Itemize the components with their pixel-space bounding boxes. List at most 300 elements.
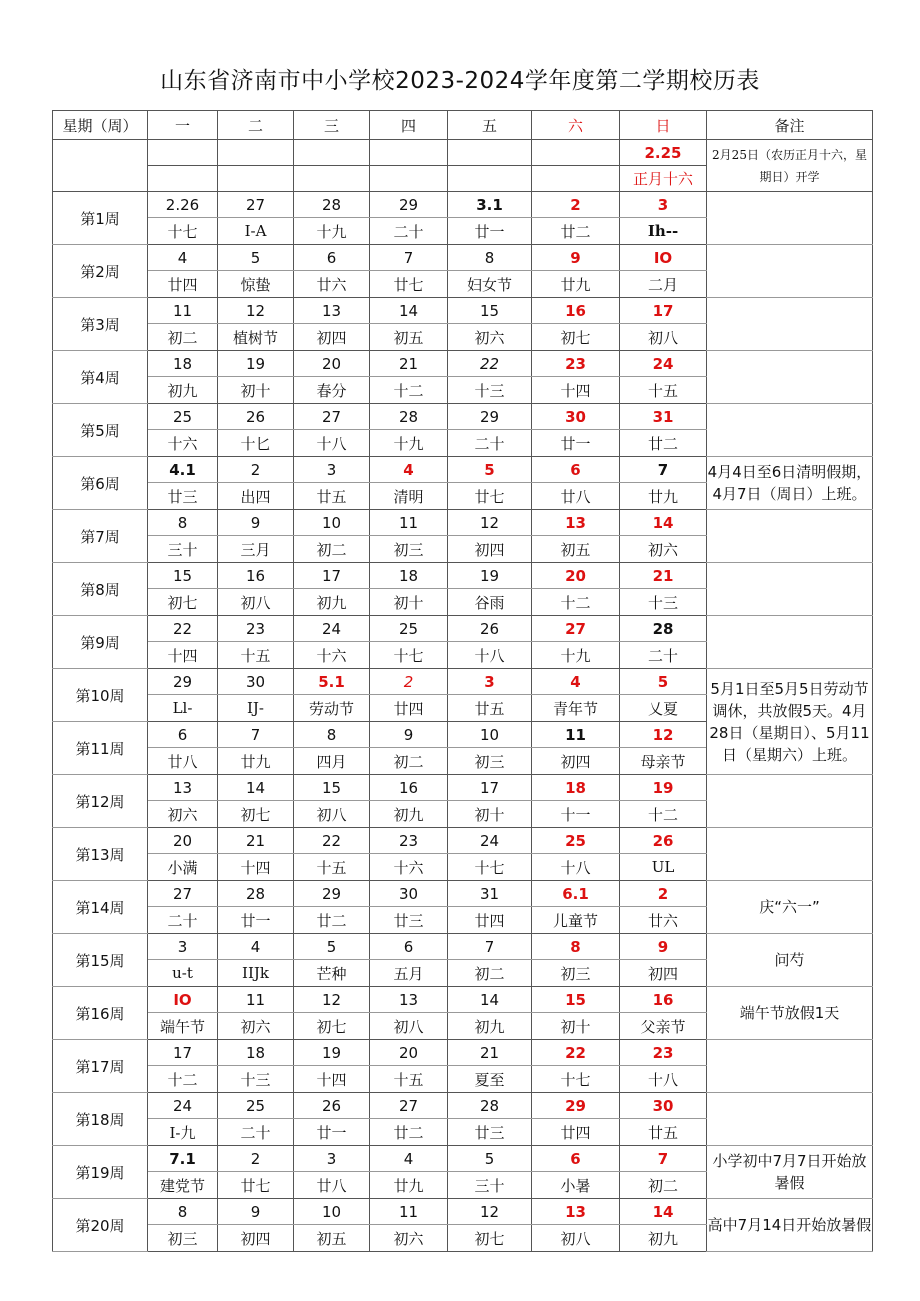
- date-cell: 16: [620, 987, 707, 1013]
- date-cell: 4: [218, 934, 294, 960]
- lunar-cell: 初五: [294, 1225, 370, 1252]
- date-cell: 6: [294, 245, 370, 271]
- date-cell: 13: [294, 298, 370, 324]
- date-cell: 11: [370, 1199, 448, 1225]
- date-cell: [294, 140, 370, 166]
- lunar-cell: 初九: [620, 1225, 707, 1252]
- lunar-cell: 初六: [620, 536, 707, 563]
- date-cell: 8: [294, 722, 370, 748]
- date-cell: 4: [532, 669, 620, 695]
- lunar-cell: 父亲节: [620, 1013, 707, 1040]
- date-cell: 19: [294, 1040, 370, 1066]
- week-note: [707, 351, 873, 404]
- lunar-cell: 初九: [370, 801, 448, 828]
- date-cell: 18: [532, 775, 620, 801]
- lunar-cell: 初十: [448, 801, 532, 828]
- date-cell: 27: [148, 881, 218, 907]
- date-cell: 23: [620, 1040, 707, 1066]
- page-title: 山东省济南市中小学校2023-2024学年度第二学期校历表: [160, 68, 760, 94]
- lunar-cell: 十四: [148, 642, 218, 669]
- date-cell: 29: [532, 1093, 620, 1119]
- lunar-cell: 十五: [218, 642, 294, 669]
- date-cell: 6: [148, 722, 218, 748]
- week-label: 第10周: [53, 669, 148, 722]
- date-cell: IO: [148, 987, 218, 1013]
- date-cell: 3: [294, 1146, 370, 1172]
- date-cell: 28: [448, 1093, 532, 1119]
- date-cell: 5: [448, 1146, 532, 1172]
- week-label: 第15周: [53, 934, 148, 987]
- lunar-cell: 廿四: [148, 271, 218, 298]
- lunar-cell: 十三: [448, 377, 532, 404]
- lunar-cell: 建党节: [148, 1172, 218, 1199]
- week-row: [53, 1199, 873, 1225]
- date-cell: 6: [532, 1146, 620, 1172]
- lunar-cell: 二月: [620, 271, 707, 298]
- lunar-cell: 初四: [218, 1225, 294, 1252]
- week-label: 第4周: [53, 351, 148, 404]
- lunar-cell: 初四: [294, 324, 370, 351]
- date-cell: 17: [294, 563, 370, 589]
- date-cell: 6: [370, 934, 448, 960]
- date-cell: 3: [294, 457, 370, 483]
- lunar-cell: 十四: [532, 377, 620, 404]
- lunar-cell: 廿三: [448, 1119, 532, 1146]
- date-cell: 12: [448, 510, 532, 536]
- date-cell: 26: [620, 828, 707, 854]
- lunar-cell: 廿二: [370, 1119, 448, 1146]
- lunar-cell: 初三: [448, 748, 532, 775]
- date-cell: IO: [620, 245, 707, 271]
- date-cell: 5: [218, 245, 294, 271]
- lunar-cell: 廿九: [532, 271, 620, 298]
- date-cell: 10: [448, 722, 532, 748]
- lunar-cell: 十二: [148, 1066, 218, 1093]
- date-cell: 4: [148, 245, 218, 271]
- lunar-cell: 十匕: [218, 430, 294, 457]
- date-cell: 25: [370, 616, 448, 642]
- lunar-cell: 十四: [294, 1066, 370, 1093]
- week-label: 第2周: [53, 245, 148, 298]
- header-mon: 一: [148, 111, 218, 140]
- prelude-date: 2.25: [620, 140, 707, 166]
- school-calendar-table: [52, 110, 873, 1252]
- week-row: [53, 404, 873, 430]
- date-cell: 14: [448, 987, 532, 1013]
- date-cell: 28: [218, 881, 294, 907]
- lunar-cell: 初三: [370, 536, 448, 563]
- header-tue: 二: [218, 111, 294, 140]
- prelude-note: 2月25日（农历正月十六，星期日）开学: [707, 140, 873, 192]
- lunar-cell: IJ-: [218, 695, 294, 722]
- lunar-cell: 初九: [448, 1013, 532, 1040]
- date-cell: 31: [448, 881, 532, 907]
- date-cell: 18: [218, 1040, 294, 1066]
- date-cell: 2: [218, 1146, 294, 1172]
- date-cell: 11: [532, 722, 620, 748]
- lunar-cell: 初四: [448, 536, 532, 563]
- date-cell: 5.1: [294, 669, 370, 695]
- week-note: [707, 616, 873, 669]
- date-cell: 13: [148, 775, 218, 801]
- week-row: [53, 775, 873, 801]
- date-cell: 29: [294, 881, 370, 907]
- week-note: [707, 245, 873, 298]
- week-label: 第11周: [53, 722, 148, 775]
- date-cell: 14: [370, 298, 448, 324]
- date-cell: 21: [370, 351, 448, 377]
- date-cell: 29: [148, 669, 218, 695]
- date-cell: 2: [218, 457, 294, 483]
- lunar-cell: [532, 166, 620, 192]
- lunar-cell: 十七: [370, 642, 448, 669]
- date-cell: 4: [370, 1146, 448, 1172]
- week-label: 第13周: [53, 828, 148, 881]
- week-note: [707, 1093, 873, 1146]
- lunar-cell: 二十: [370, 218, 448, 245]
- date-cell: 29: [370, 192, 448, 218]
- date-cell: 24: [448, 828, 532, 854]
- header-wed: 三: [294, 111, 370, 140]
- lunar-cell: 十六: [294, 642, 370, 669]
- lunar-cell: I-A: [218, 218, 294, 245]
- lunar-cell: 初八: [370, 1013, 448, 1040]
- header-row: [53, 111, 873, 140]
- date-cell: 26: [448, 616, 532, 642]
- lunar-cell: 二十: [148, 907, 218, 934]
- date-cell: 28: [294, 192, 370, 218]
- date-cell: 9: [218, 510, 294, 536]
- lunar-cell: 十五: [294, 854, 370, 881]
- date-cell: 6: [532, 457, 620, 483]
- lunar-cell: 廿五: [448, 695, 532, 722]
- header-notes: 备注: [707, 111, 873, 140]
- date-cell: 17: [620, 298, 707, 324]
- date-cell: 10: [294, 510, 370, 536]
- lunar-cell: 四月: [294, 748, 370, 775]
- lunar-cell: 十三: [218, 1066, 294, 1093]
- lunar-cell: 十八: [620, 1066, 707, 1093]
- week-label: 第1周: [53, 192, 148, 245]
- lunar-cell: 初八: [218, 589, 294, 616]
- date-cell: 21: [620, 563, 707, 589]
- header-week: 星期（周）: [53, 111, 148, 140]
- lunar-cell: 初七: [448, 1225, 532, 1252]
- lunar-cell: 春分: [294, 377, 370, 404]
- lunar-cell: 初九: [294, 589, 370, 616]
- lunar-cell: 廿九: [620, 483, 707, 510]
- date-cell: 14: [218, 775, 294, 801]
- lunar-cell: 廿四: [532, 1119, 620, 1146]
- week-row: [53, 1146, 873, 1172]
- lunar-cell: 初七: [532, 324, 620, 351]
- week-label: 第5周: [53, 404, 148, 457]
- date-cell: 9: [620, 934, 707, 960]
- lunar-cell: 初五: [370, 324, 448, 351]
- lunar-cell: 芒种: [294, 960, 370, 987]
- lunar-cell: 廿六: [620, 907, 707, 934]
- lunar-cell: 廿七: [218, 1172, 294, 1199]
- date-cell: 22: [448, 351, 532, 377]
- date-cell: 8: [448, 245, 532, 271]
- date-cell: 2: [532, 192, 620, 218]
- lunar-cell: 初六: [370, 1225, 448, 1252]
- lunar-cell: 青年节: [532, 695, 620, 722]
- lunar-cell: 初二: [148, 324, 218, 351]
- lunar-cell: 廿一: [532, 430, 620, 457]
- date-cell: 7: [218, 722, 294, 748]
- week-note: [707, 298, 873, 351]
- date-cell: 22: [148, 616, 218, 642]
- header-fri: 五: [448, 111, 532, 140]
- header-sun: 日: [620, 111, 707, 140]
- date-cell: 8: [148, 1199, 218, 1225]
- week-row: [53, 192, 873, 218]
- date-cell: 9: [532, 245, 620, 271]
- lunar-cell: 廿五: [294, 483, 370, 510]
- lunar-cell: 初三: [532, 960, 620, 987]
- date-cell: 19: [218, 351, 294, 377]
- lunar-cell: [218, 166, 294, 192]
- lunar-cell: 十一: [532, 801, 620, 828]
- date-cell: 11: [148, 298, 218, 324]
- lunar-cell: 廿八: [294, 1172, 370, 1199]
- lunar-cell: 十二: [370, 377, 448, 404]
- date-cell: 7.1: [148, 1146, 218, 1172]
- week-label: 第9周: [53, 616, 148, 669]
- date-cell: 5: [294, 934, 370, 960]
- date-cell: 7: [448, 934, 532, 960]
- date-cell: 27: [218, 192, 294, 218]
- date-cell: 4.1: [148, 457, 218, 483]
- lunar-cell: 十七: [148, 218, 218, 245]
- week-label: 第20周: [53, 1199, 148, 1252]
- week-row: [53, 351, 873, 377]
- lunar-cell: 十七: [532, 1066, 620, 1093]
- date-cell: 3: [448, 669, 532, 695]
- lunar-cell: 小满: [148, 854, 218, 881]
- lunar-cell: 初七: [218, 801, 294, 828]
- week-row: [53, 934, 873, 960]
- lunar-cell: 廿二: [532, 218, 620, 245]
- lunar-cell: 初七: [294, 1013, 370, 1040]
- week-label: 第8周: [53, 563, 148, 616]
- date-cell: 30: [218, 669, 294, 695]
- lunar-cell: 初七: [148, 589, 218, 616]
- date-cell: 23: [532, 351, 620, 377]
- week-note: 小学初中7月7日开始放暑假: [707, 1146, 873, 1199]
- date-cell: 7: [370, 245, 448, 271]
- date-cell: [532, 140, 620, 166]
- lunar-cell: 儿童节: [532, 907, 620, 934]
- lunar-cell: 廿六: [294, 271, 370, 298]
- date-cell: 21: [448, 1040, 532, 1066]
- date-cell: 11: [218, 987, 294, 1013]
- date-cell: 12: [448, 1199, 532, 1225]
- lunar-cell: 初三: [148, 1225, 218, 1252]
- week-label: 第18周: [53, 1093, 148, 1146]
- week-note: 端午节放假1天: [707, 987, 873, 1040]
- lunar-cell: 二十: [218, 1119, 294, 1146]
- date-cell: 5: [620, 669, 707, 695]
- lunar-cell: 十三: [620, 589, 707, 616]
- lunar-cell: 夏至: [448, 1066, 532, 1093]
- date-cell: [148, 140, 218, 166]
- lunar-cell: 小暑: [532, 1172, 620, 1199]
- week-label: 第6周: [53, 457, 148, 510]
- week-row: [53, 616, 873, 642]
- date-cell: 10: [294, 1199, 370, 1225]
- date-cell: 23: [370, 828, 448, 854]
- lunar-cell: 廿四: [448, 907, 532, 934]
- lunar-cell: 二十: [620, 642, 707, 669]
- date-cell: 14: [620, 510, 707, 536]
- week-note: [707, 510, 873, 563]
- date-cell: 20: [370, 1040, 448, 1066]
- week-row: [53, 1093, 873, 1119]
- date-cell: 4: [370, 457, 448, 483]
- date-cell: 30: [532, 404, 620, 430]
- date-cell: 30: [620, 1093, 707, 1119]
- date-cell: 12: [218, 298, 294, 324]
- date-cell: 28: [370, 404, 448, 430]
- lunar-cell: 廿三: [148, 483, 218, 510]
- date-cell: 23: [218, 616, 294, 642]
- week-row: [53, 298, 873, 324]
- week-label: 第14周: [53, 881, 148, 934]
- week-row: [53, 457, 873, 483]
- lunar-cell: 廿二: [620, 430, 707, 457]
- date-cell: 24: [148, 1093, 218, 1119]
- date-cell: 11: [370, 510, 448, 536]
- date-cell: 19: [620, 775, 707, 801]
- date-cell: 19: [448, 563, 532, 589]
- date-cell: 16: [370, 775, 448, 801]
- lunar-cell: UL: [620, 854, 707, 881]
- week-note: 庆“六一”: [707, 881, 873, 934]
- date-cell: 16: [218, 563, 294, 589]
- lunar-cell: 乂夏: [620, 695, 707, 722]
- week-row: [53, 245, 873, 271]
- date-cell: 27: [294, 404, 370, 430]
- date-cell: 21: [218, 828, 294, 854]
- lunar-cell: 初六: [448, 324, 532, 351]
- date-cell: 13: [532, 510, 620, 536]
- date-cell: 2.26: [148, 192, 218, 218]
- lunar-cell: 十九: [532, 642, 620, 669]
- lunar-cell: 十九: [370, 430, 448, 457]
- lunar-cell: 初六: [148, 801, 218, 828]
- date-cell: 16: [532, 298, 620, 324]
- date-cell: 31: [620, 404, 707, 430]
- date-cell: 12: [620, 722, 707, 748]
- date-cell: 9: [218, 1199, 294, 1225]
- date-cell: [448, 140, 532, 166]
- lunar-cell: 廿九: [218, 748, 294, 775]
- date-cell: 25: [148, 404, 218, 430]
- date-cell: [370, 140, 448, 166]
- date-cell: 24: [294, 616, 370, 642]
- week-row: [53, 669, 873, 695]
- lunar-cell: 廿一: [448, 218, 532, 245]
- date-cell: 18: [148, 351, 218, 377]
- date-cell: 3: [620, 192, 707, 218]
- date-cell: 27: [370, 1093, 448, 1119]
- prelude-row: [53, 140, 873, 166]
- lunar-cell: 初五: [532, 536, 620, 563]
- lunar-cell: 初六: [218, 1013, 294, 1040]
- date-cell: 17: [148, 1040, 218, 1066]
- lunar-cell: 初八: [294, 801, 370, 828]
- date-cell: 28: [620, 616, 707, 642]
- date-cell: 3.1: [448, 192, 532, 218]
- date-cell: [218, 140, 294, 166]
- lunar-cell: 十七: [448, 854, 532, 881]
- lunar-cell: 劳动节: [294, 695, 370, 722]
- lunar-cell: 十六: [370, 854, 448, 881]
- date-cell: 13: [370, 987, 448, 1013]
- date-cell: 8: [532, 934, 620, 960]
- week-note: [707, 828, 873, 881]
- date-cell: 22: [294, 828, 370, 854]
- date-cell: 7: [620, 1146, 707, 1172]
- week-note: 4月4日至6日清明假期，4月7日（周日）上班。: [707, 457, 873, 510]
- lunar-cell: 初九: [148, 377, 218, 404]
- date-cell: 18: [370, 563, 448, 589]
- week-row: [53, 881, 873, 907]
- lunar-cell: Ll-: [148, 695, 218, 722]
- lunar-cell: 十四: [218, 854, 294, 881]
- lunar-cell: 廿七: [370, 271, 448, 298]
- lunar-cell: 五月: [370, 960, 448, 987]
- prelude-week-cell: [53, 140, 148, 192]
- date-cell: 3: [148, 934, 218, 960]
- week-note: 问芍: [707, 934, 873, 987]
- week-note: [707, 404, 873, 457]
- lunar-cell: 端午节: [148, 1013, 218, 1040]
- prelude-lunar: 正月十六: [620, 166, 707, 192]
- lunar-cell: u-t: [148, 960, 218, 987]
- lunar-cell: 十五: [620, 377, 707, 404]
- lunar-cell: 十八: [448, 642, 532, 669]
- lunar-cell: 十二: [620, 801, 707, 828]
- date-cell: 8: [148, 510, 218, 536]
- lunar-cell: 初二: [370, 748, 448, 775]
- week-note: [707, 192, 873, 245]
- date-cell: 27: [532, 616, 620, 642]
- lunar-cell: 三十: [148, 536, 218, 563]
- date-cell: 9: [370, 722, 448, 748]
- lunar-cell: 十二: [532, 589, 620, 616]
- date-cell: 20: [148, 828, 218, 854]
- week-label: 第16周: [53, 987, 148, 1040]
- lunar-cell: 母亲节: [620, 748, 707, 775]
- date-cell: 14: [620, 1199, 707, 1225]
- week-note: 5月1日至5月5日劳动节调休，共放假5天。4月28日（星期日）、5月11日（星期六）上班。: [707, 669, 873, 775]
- week-label: 第12周: [53, 775, 148, 828]
- lunar-cell: 初八: [620, 324, 707, 351]
- lunar-cell: [448, 166, 532, 192]
- date-cell: 15: [148, 563, 218, 589]
- date-cell: 22: [532, 1040, 620, 1066]
- week-label: 第7周: [53, 510, 148, 563]
- date-cell: 6.1: [532, 881, 620, 907]
- lunar-cell: 谷雨: [448, 589, 532, 616]
- lunar-cell: I-九: [148, 1119, 218, 1146]
- lunar-cell: [148, 166, 218, 192]
- week-note: [707, 1040, 873, 1093]
- lunar-cell: 初四: [620, 960, 707, 987]
